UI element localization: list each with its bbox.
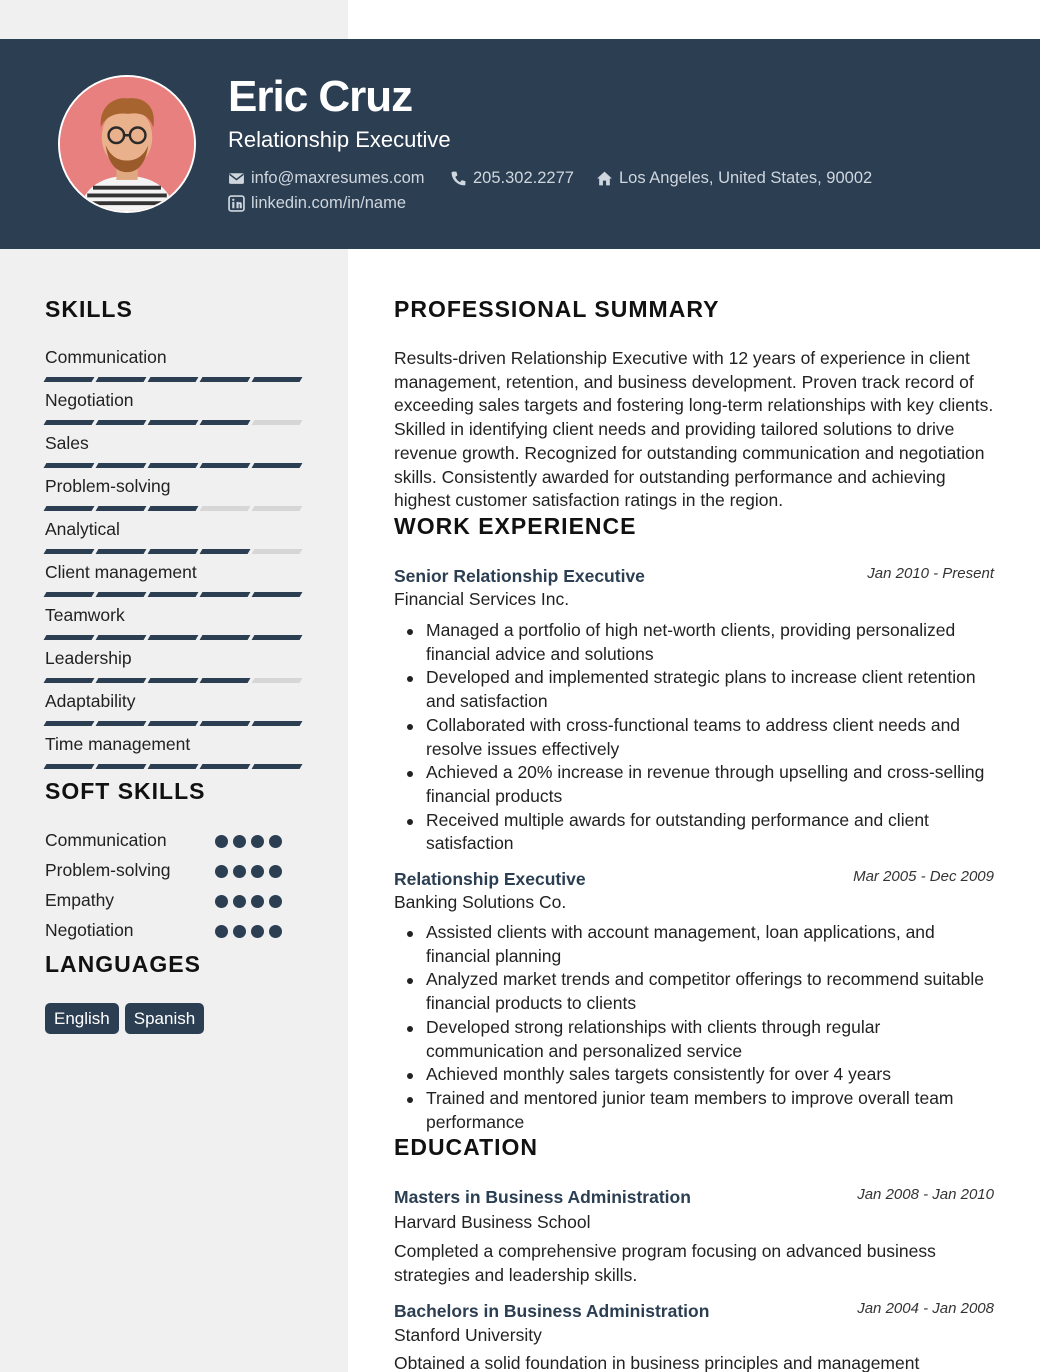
- contact-email[interactable]: [228, 169, 425, 188]
- soft-skill-rating: [215, 925, 282, 938]
- soft-skill-label: Problem-solving: [45, 860, 171, 880]
- rating-dot: [233, 865, 246, 878]
- skill-level-segment: [44, 420, 95, 425]
- bullet-item: Developed and implemented strategic plans to increase client retention and satisfaction: [426, 666, 996, 713]
- skill-level-segment: [44, 635, 95, 640]
- skill-level-bar: [45, 764, 301, 769]
- summary-text: Results-driven Relationship Executive with 12 years of experience in client management, retention, and business development. Proven track record of exceeding sales targets and fostering long-term relationships with key clients. Skilled in identifying client needs and providing tailored solutions to drive revenue growth. Recognized for outstanding communication and negotiation skills. Consistently awarded for outstanding performance and achieving highest customer satisfaction ratings in the region.: [394, 348, 994, 511]
- skill-level-segment: [148, 420, 199, 425]
- skill-level-segment: [252, 420, 303, 425]
- phone-text: 205.302.2277: [473, 169, 574, 187]
- job-dates: Mar 2005 - Dec 2009: [853, 868, 994, 885]
- degree-dates: Jan 2004 - Jan 2008: [857, 1300, 994, 1317]
- skill-level-bar: [45, 377, 301, 382]
- rating-dot: [269, 835, 282, 848]
- skill-level-bar: [45, 678, 301, 683]
- skill-label: Communication: [45, 347, 167, 367]
- degree-title: Masters in Business Administration: [394, 1187, 691, 1207]
- rating-dot: [215, 925, 228, 938]
- skill-level-segment: [200, 678, 251, 683]
- skill-level-bar: [45, 592, 301, 597]
- skill-level-segment: [44, 678, 95, 683]
- bullet-item: Received multiple awards for outstanding performance and client satisfaction: [426, 809, 996, 856]
- home-icon: [596, 170, 613, 187]
- skill-level-segment: [200, 549, 251, 554]
- bullet-item: Assisted clients with account management, loan applications, and financial planning: [426, 921, 996, 968]
- skill-level-segment: [252, 463, 303, 468]
- bullet-item: Analyzed market trends and competitor offerings to recommend suitable financial products to clients: [426, 968, 996, 1015]
- school-name: Harvard Business School: [394, 1212, 591, 1232]
- skill-label: Client management: [45, 562, 197, 582]
- language-tag: English: [45, 1003, 119, 1034]
- education-heading: EDUCATION: [394, 1134, 539, 1160]
- soft-skill-rating: [215, 865, 282, 878]
- skill-level-segment: [96, 377, 147, 382]
- school-name: Stanford University: [394, 1325, 542, 1345]
- rating-dot: [233, 925, 246, 938]
- skill-label: Negotiation: [45, 390, 134, 410]
- job-title: Relationship Executive: [394, 869, 586, 889]
- skill-level-segment: [200, 635, 251, 640]
- skill-label: Adaptability: [45, 691, 136, 711]
- degree-description: Obtained a solid foundation in business principles and management: [394, 1353, 920, 1372]
- soft-skill-label: Communication: [45, 830, 167, 850]
- bullet-item: Developed strong relationships with clients through regular communication and personalized service: [426, 1016, 996, 1063]
- skill-level-segment: [252, 592, 303, 597]
- skill-level-segment: [148, 377, 199, 382]
- rating-dot: [269, 865, 282, 878]
- skill-level-segment: [96, 506, 147, 511]
- skill-level-bar: [45, 549, 301, 554]
- linkedin-text: linkedin.com/in/name: [251, 194, 406, 212]
- job-bullets: [426, 619, 996, 856]
- avatar: [58, 75, 196, 213]
- location-text: Los Angeles, United States, 90002: [619, 169, 873, 187]
- skill-level-segment: [148, 592, 199, 597]
- bullet-item: Collaborated with cross-functional teams to address client needs and resolve issues effectively: [426, 714, 996, 761]
- job-title: Senior Relationship Executive: [394, 566, 645, 586]
- profile-photo: [60, 77, 194, 211]
- skill-label: Problem-solving: [45, 476, 171, 496]
- experience-heading: WORK EXPERIENCE: [394, 513, 637, 539]
- skill-level-segment: [200, 592, 251, 597]
- degree-title: Bachelors in Business Administration: [394, 1301, 710, 1321]
- skill-level-segment: [148, 549, 199, 554]
- skill-level-bar: [45, 506, 301, 511]
- candidate-title: Relationship Executive: [228, 127, 451, 152]
- soft-skill-rating: [215, 895, 282, 908]
- skill-level-segment: [44, 463, 95, 468]
- bullet-item: Managed a portfolio of high net-worth clients, providing personalized financial advice and solutions: [426, 619, 996, 666]
- envelope-icon: [228, 170, 245, 187]
- skill-level-segment: [252, 764, 303, 769]
- skill-level-segment: [148, 764, 199, 769]
- rating-dot: [251, 925, 264, 938]
- email-text: info@maxresumes.com: [251, 169, 425, 187]
- rating-dot: [215, 895, 228, 908]
- skill-level-segment: [96, 678, 147, 683]
- skill-level-segment: [200, 420, 251, 425]
- skill-level-segment: [148, 678, 199, 683]
- skill-level-segment: [96, 721, 147, 726]
- contact-location: [596, 169, 872, 188]
- skill-level-segment: [44, 549, 95, 554]
- skill-level-segment: [96, 463, 147, 468]
- rating-dot: [269, 925, 282, 938]
- skill-level-segment: [148, 721, 199, 726]
- soft-skills-heading: SOFT SKILLS: [45, 778, 206, 804]
- skill-label: Teamwork: [45, 605, 125, 625]
- skill-level-segment: [200, 377, 251, 382]
- skill-label: Analytical: [45, 519, 120, 539]
- skill-level-segment: [96, 764, 147, 769]
- rating-dot: [251, 865, 264, 878]
- skill-level-bar: [45, 721, 301, 726]
- skill-level-segment: [44, 721, 95, 726]
- skill-level-segment: [252, 377, 303, 382]
- skill-level-segment: [252, 678, 303, 683]
- skill-level-bar: [45, 420, 301, 425]
- skill-level-segment: [200, 463, 251, 468]
- skill-label: Sales: [45, 433, 89, 453]
- rating-dot: [233, 835, 246, 848]
- skill-level-bar: [45, 463, 301, 468]
- rating-dot: [215, 835, 228, 848]
- contact-phone[interactable]: [450, 169, 574, 188]
- skills-heading: SKILLS: [45, 296, 133, 322]
- skill-level-segment: [96, 420, 147, 425]
- resume-header: [0, 39, 1040, 249]
- skill-level-segment: [200, 764, 251, 769]
- skill-level-segment: [96, 592, 147, 597]
- job-dates: Jan 2010 - Present: [867, 565, 994, 582]
- degree-dates: Jan 2008 - Jan 2010: [857, 1186, 994, 1203]
- language-tags: [45, 1003, 204, 1034]
- skill-level-segment: [96, 549, 147, 554]
- skill-level-segment: [44, 592, 95, 597]
- skill-level-segment: [148, 463, 199, 468]
- skill-level-segment: [44, 506, 95, 511]
- contact-linkedin[interactable]: [228, 194, 406, 213]
- skill-level-segment: [200, 721, 251, 726]
- job-company: Financial Services Inc.: [394, 589, 570, 609]
- soft-skill-label: Empathy: [45, 890, 115, 910]
- skill-level-segment: [44, 377, 95, 382]
- bullet-item: Achieved monthly sales targets consistently for over 4 years: [426, 1063, 996, 1087]
- candidate-name: Eric Cruz: [228, 72, 413, 121]
- skill-level-segment: [252, 635, 303, 640]
- rating-dot: [233, 895, 246, 908]
- rating-dot: [269, 895, 282, 908]
- bullet-item: Achieved a 20% increase in revenue through upselling and cross-selling financial products: [426, 761, 996, 808]
- skill-level-segment: [148, 506, 199, 511]
- language-tag: Spanish: [125, 1003, 204, 1034]
- languages-heading: LANGUAGES: [45, 951, 201, 977]
- skill-label: Leadership: [45, 648, 132, 668]
- skill-level-segment: [252, 549, 303, 554]
- skill-level-segment: [96, 635, 147, 640]
- degree-description: Completed a comprehensive program focusing on advanced business strategies and leadership skills.: [394, 1241, 936, 1285]
- bullet-item: Trained and mentored junior team members to improve overall team performance: [426, 1087, 996, 1134]
- job-company: Banking Solutions Co.: [394, 892, 567, 912]
- phone-icon: [450, 170, 467, 187]
- skill-level-segment: [252, 721, 303, 726]
- rating-dot: [215, 865, 228, 878]
- soft-skill-rating: [215, 835, 282, 848]
- skill-level-bar: [45, 635, 301, 640]
- soft-skill-label: Negotiation: [45, 920, 134, 940]
- skill-level-segment: [252, 506, 303, 511]
- linkedin-icon: [228, 195, 245, 212]
- skill-level-segment: [200, 506, 251, 511]
- skill-level-segment: [148, 635, 199, 640]
- skill-label: Time management: [45, 734, 191, 754]
- skill-level-segment: [44, 764, 95, 769]
- summary-heading: PROFESSIONAL SUMMARY: [394, 296, 720, 322]
- rating-dot: [251, 835, 264, 848]
- rating-dot: [251, 895, 264, 908]
- job-bullets: [426, 921, 996, 1134]
